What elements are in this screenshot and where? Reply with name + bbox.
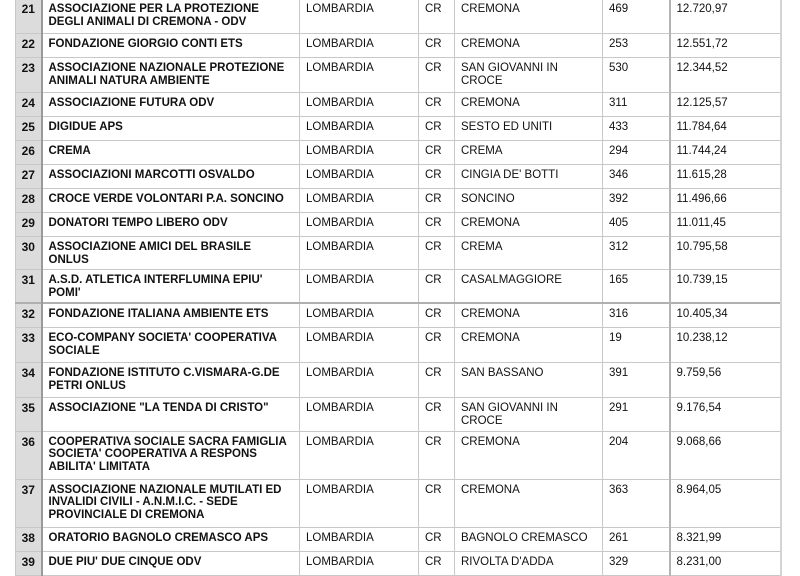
province-cell: CR [419, 527, 455, 551]
organization-name: ASSOCIAZIONI MARCOTTI OSVALDO [42, 165, 300, 189]
city-cell: RIVOLTA D'ADDA [455, 551, 603, 575]
organization-name: DONATORI TEMPO LIBERO ODV [42, 213, 300, 237]
table-body [16, 0, 781, 575]
city-cell: CREMONA [455, 93, 603, 117]
region-cell: LOMBARDIA [300, 431, 419, 479]
count-cell: 312 [603, 237, 670, 270]
organization-name: ASSOCIAZIONE PER LA PROTEZIONE DEGLI ANIMALI DI CREMONA - ODV [42, 0, 300, 34]
province-cell: CR [419, 93, 455, 117]
city-cell: CREMA [455, 141, 603, 165]
region-cell: LOMBARDIA [300, 270, 419, 304]
organization-name: ASSOCIAZIONE NAZIONALE PROTEZIONE ANIMALI NATURA AMBIENTE [42, 58, 300, 93]
table-row [16, 363, 781, 398]
province-cell: CR [419, 328, 455, 363]
count-cell: 392 [603, 189, 670, 213]
row-number: 23 [16, 58, 42, 93]
count-cell: 291 [603, 398, 670, 431]
organization-name: CROCE VERDE VOLONTARI P.A. SONCINO [42, 189, 300, 213]
amount-cell: 12.551,72 [670, 34, 781, 58]
region-cell: LOMBARDIA [300, 363, 419, 398]
table-row [16, 270, 781, 304]
count-cell: 19 [603, 328, 670, 363]
organization-name: ECO-COMPANY SOCIETA' COOPERATIVA SOCIALE [42, 328, 300, 363]
amount-cell: 9.068,66 [670, 431, 781, 479]
count-cell: 261 [603, 527, 670, 551]
amount-cell: 8.321,99 [670, 527, 781, 551]
organization-name: FONDAZIONE ISTITUTO C.VISMARA-G.DE PETRI ONLUS [42, 363, 300, 398]
region-cell: LOMBARDIA [300, 0, 419, 34]
count-cell: 253 [603, 34, 670, 58]
organization-name: ASSOCIAZIONE NAZIONALE MUTILATI ED INVALIDI CIVILI - A.N.M.I.C. - SEDE PROVINCIALE DI CREMONA [42, 479, 300, 527]
organization-name: A.S.D. ATLETICA INTERFLUMINA EPIU' POMI' [42, 270, 300, 304]
province-cell: CR [419, 0, 455, 34]
table-row [16, 117, 781, 141]
province-cell: CR [419, 303, 455, 328]
organization-name: ASSOCIAZIONE AMICI DEL BRASILE ONLUS [42, 237, 300, 270]
amount-cell: 11.784,64 [670, 117, 781, 141]
table-row [16, 0, 781, 34]
row-number: 27 [16, 165, 42, 189]
amount-cell: 12.125,57 [670, 93, 781, 117]
organization-name: ASSOCIAZIONE "LA TENDA DI CRISTO" [42, 398, 300, 431]
province-cell: CR [419, 189, 455, 213]
table-row [16, 398, 781, 431]
organization-name: CREMA [42, 141, 300, 165]
province-cell: CR [419, 398, 455, 431]
beneficiaries-table [15, 0, 782, 576]
region-cell: LOMBARDIA [300, 237, 419, 270]
province-cell: CR [419, 58, 455, 93]
province-cell: CR [419, 431, 455, 479]
row-number: 34 [16, 363, 42, 398]
table-row [16, 58, 781, 93]
city-cell: CREMONA [455, 431, 603, 479]
organization-name: ASSOCIAZIONE FUTURA ODV [42, 93, 300, 117]
organization-name: COOPERATIVA SOCIALE SACRA FAMIGLIA SOCIETA' COOPERATIVA A RESPONS ABILITA' LIMITATA [42, 431, 300, 479]
city-cell: CINGIA DE' BOTTI [455, 165, 603, 189]
city-cell: CREMONA [455, 328, 603, 363]
row-number: 29 [16, 213, 42, 237]
table-row [16, 213, 781, 237]
table-row [16, 303, 781, 328]
table-row [16, 165, 781, 189]
row-number: 24 [16, 93, 42, 117]
amount-cell: 10.739,15 [670, 270, 781, 304]
amount-cell: 10.238,12 [670, 328, 781, 363]
region-cell: LOMBARDIA [300, 34, 419, 58]
city-cell: SAN GIOVANNI IN CROCE [455, 398, 603, 431]
region-cell: LOMBARDIA [300, 141, 419, 165]
province-cell: CR [419, 479, 455, 527]
region-cell: LOMBARDIA [300, 165, 419, 189]
city-cell: CREMONA [455, 34, 603, 58]
count-cell: 311 [603, 93, 670, 117]
amount-cell: 11.011,45 [670, 213, 781, 237]
province-cell: CR [419, 141, 455, 165]
organization-name: FONDAZIONE ITALIANA AMBIENTE ETS [42, 303, 300, 328]
organization-name: DUE PIU' DUE CINQUE ODV [42, 551, 300, 575]
count-cell: 165 [603, 270, 670, 304]
city-cell: SAN GIOVANNI IN CROCE [455, 58, 603, 93]
city-cell: SAN BASSANO [455, 363, 603, 398]
province-cell: CR [419, 213, 455, 237]
count-cell: 405 [603, 213, 670, 237]
province-cell: CR [419, 363, 455, 398]
amount-cell: 9.759,56 [670, 363, 781, 398]
province-cell: CR [419, 34, 455, 58]
table-row [16, 189, 781, 213]
organization-name: FONDAZIONE GIORGIO CONTI ETS [42, 34, 300, 58]
table-row [16, 141, 781, 165]
row-number: 22 [16, 34, 42, 58]
amount-cell: 12.720,97 [670, 0, 781, 34]
row-number: 26 [16, 141, 42, 165]
amount-cell: 11.744,24 [670, 141, 781, 165]
row-number: 31 [16, 270, 42, 304]
city-cell: SONCINO [455, 189, 603, 213]
table-row [16, 34, 781, 58]
row-number: 21 [16, 0, 42, 34]
region-cell: LOMBARDIA [300, 58, 419, 93]
province-cell: CR [419, 270, 455, 304]
region-cell: LOMBARDIA [300, 189, 419, 213]
count-cell: 346 [603, 165, 670, 189]
province-cell: CR [419, 165, 455, 189]
amount-cell: 10.405,34 [670, 303, 781, 328]
amount-cell: 8.964,05 [670, 479, 781, 527]
city-cell: SESTO ED UNITI [455, 117, 603, 141]
table-row [16, 328, 781, 363]
amount-cell: 10.795,58 [670, 237, 781, 270]
count-cell: 391 [603, 363, 670, 398]
table-row [16, 93, 781, 117]
row-number: 28 [16, 189, 42, 213]
city-cell: CREMONA [455, 0, 603, 34]
count-cell: 530 [603, 58, 670, 93]
row-number: 36 [16, 431, 42, 479]
table-row [16, 551, 781, 575]
amount-cell: 11.615,28 [670, 165, 781, 189]
table-row [16, 431, 781, 479]
city-cell: CREMONA [455, 213, 603, 237]
table-row [16, 237, 781, 270]
region-cell: LOMBARDIA [300, 117, 419, 141]
table-row [16, 527, 781, 551]
organization-name: DIGIDUE APS [42, 117, 300, 141]
region-cell: LOMBARDIA [300, 398, 419, 431]
city-cell: BAGNOLO CREMASCO [455, 527, 603, 551]
count-cell: 204 [603, 431, 670, 479]
count-cell: 294 [603, 141, 670, 165]
count-cell: 329 [603, 551, 670, 575]
region-cell: LOMBARDIA [300, 527, 419, 551]
province-cell: CR [419, 551, 455, 575]
count-cell: 469 [603, 0, 670, 34]
city-cell: CREMA [455, 237, 603, 270]
row-number: 37 [16, 479, 42, 527]
region-cell: LOMBARDIA [300, 328, 419, 363]
row-number: 25 [16, 117, 42, 141]
row-number: 35 [16, 398, 42, 431]
city-cell: CREMONA [455, 479, 603, 527]
row-number: 38 [16, 527, 42, 551]
row-number: 30 [16, 237, 42, 270]
row-number: 39 [16, 551, 42, 575]
amount-cell: 8.231,00 [670, 551, 781, 575]
region-cell: LOMBARDIA [300, 93, 419, 117]
region-cell: LOMBARDIA [300, 479, 419, 527]
count-cell: 363 [603, 479, 670, 527]
province-cell: CR [419, 117, 455, 141]
province-cell: CR [419, 237, 455, 270]
count-cell: 316 [603, 303, 670, 328]
region-cell: LOMBARDIA [300, 551, 419, 575]
row-number: 32 [16, 303, 42, 328]
table-container [15, 0, 782, 576]
city-cell: CASALMAGGIORE [455, 270, 603, 304]
table-row [16, 479, 781, 527]
count-cell: 433 [603, 117, 670, 141]
amount-cell: 12.344,52 [670, 58, 781, 93]
region-cell: LOMBARDIA [300, 213, 419, 237]
city-cell: CREMONA [455, 303, 603, 328]
organization-name: ORATORIO BAGNOLO CREMASCO APS [42, 527, 300, 551]
region-cell: LOMBARDIA [300, 303, 419, 328]
row-number: 33 [16, 328, 42, 363]
amount-cell: 9.176,54 [670, 398, 781, 431]
amount-cell: 11.496,66 [670, 189, 781, 213]
